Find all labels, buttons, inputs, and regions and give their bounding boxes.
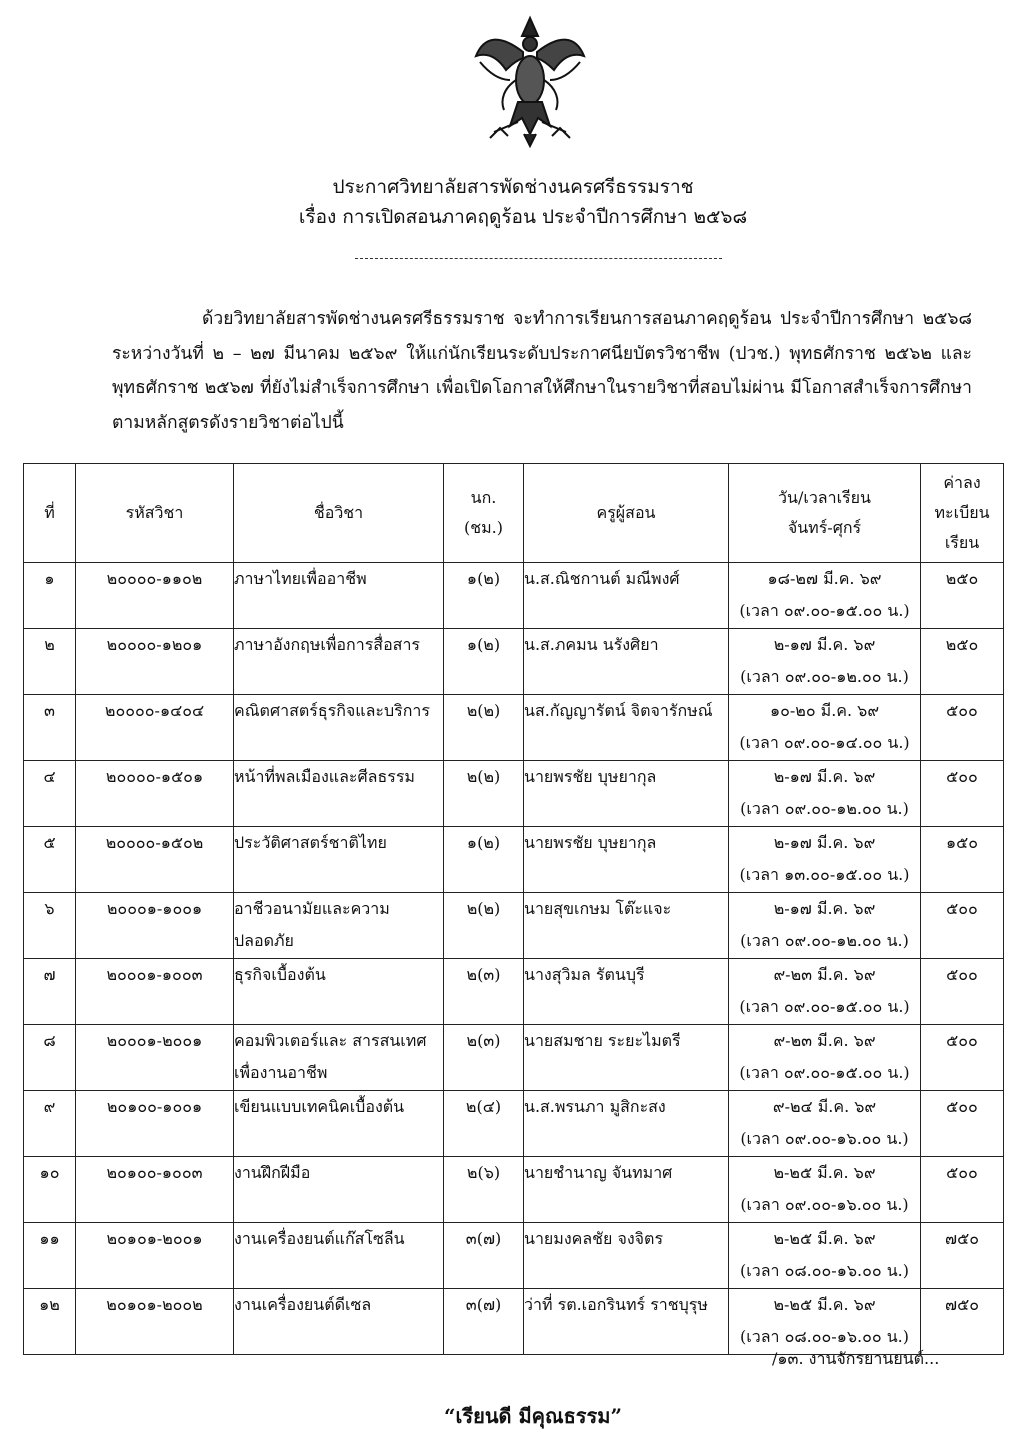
schedule-date: ๒-๑๗ มี.ค. ๖๙ xyxy=(773,635,876,654)
intro-text: ด้วยวิทยาลัยสารพัดช่างนครศรีธรรมราช จะทำการเรียนการสอนภาคฤดูร้อน ประจำปีการศึกษา ๒๕๖๘ ระหว่างวันที่ ๒ – ๒๗ มีนาคม ๒๕๖๙ ให้แก่นักเรียนระดับประกาศนียบัตรวิชาชีพ (ปวช.) พุทธศักราช ๒๕๖๒ และพุทธศักราช ๒๕๖๗ ที่ยังไม่สำเร็จการศึกษา เพื่อเปิดโอกาสให้ศึกษาในรายวิชาที่สอบไม่ผ่าน มีโอกาสสำเร็จการศึกษาตามหลักสูตรดังรายวิชาต่อไปนี้ xyxy=(112,309,972,433)
cell-name: งานเครื่องยนต์แก๊สโซลีน xyxy=(234,1223,444,1289)
cell-credit: ๑(๒) xyxy=(444,827,524,893)
table-row xyxy=(24,1157,1004,1223)
schedule-date: ๒-๒๕ มี.ค. ๖๙ xyxy=(773,1229,876,1248)
table-row xyxy=(24,629,1004,695)
cell-no: ๖ xyxy=(24,893,76,959)
cell-no: ๘ xyxy=(24,1025,76,1091)
schedule-time: (เวลา ๐๙.๐๐-๑๕.๐๐ น.) xyxy=(739,997,910,1016)
cell-teacher: ว่าที่ รต.เอกรินทร์ ราชบุรุษ xyxy=(524,1289,729,1355)
cell-code: ๒๐๐๐๐-๑๕๐๑ xyxy=(76,761,234,827)
cell-credit: ๒(๒) xyxy=(444,761,524,827)
table-row xyxy=(24,563,1004,629)
announcement-title: ประกาศวิทยาลัยสารพัดช่างนครศรีธรรมราช xyxy=(332,176,694,198)
cell-code: ๒๐๐๐๐-๑๔๐๔ xyxy=(76,695,234,761)
schedule-date: ๙-๒๓ มี.ค. ๖๙ xyxy=(773,965,876,984)
table-row xyxy=(24,1223,1004,1289)
cell-fee: ๒๕๐ xyxy=(921,629,1004,695)
cell-fee: ๕๐๐ xyxy=(921,695,1004,761)
cell-teacher: น.ส.ภคมน นรังศิยา xyxy=(524,629,729,695)
cell-credit: ๒(๒) xyxy=(444,893,524,959)
cell-fee: ๕๐๐ xyxy=(921,893,1004,959)
cell-teacher: น.ส.ณิชกานต์ มณีพงศ์ xyxy=(524,563,729,629)
cell-teacher: นายชำนาญ จันทมาศ xyxy=(524,1157,729,1223)
schedule-time: (เวลา ๐๙.๐๐-๑๒.๐๐ น.) xyxy=(740,799,909,818)
cell-schedule xyxy=(729,893,921,959)
cell-no: ๕ xyxy=(24,827,76,893)
header-fee: ค่าลง ทะเบียน เรียน xyxy=(921,464,1004,563)
header-schedule: วัน/เวลาเรียน จันทร์-ศุกร์ xyxy=(729,464,921,563)
cell-teacher: น.ส.พรนภา มูสิกะสง xyxy=(524,1091,729,1157)
cell-name: งานฝึกฝีมือ xyxy=(234,1157,444,1223)
schedule-date: ๒-๑๗ มี.ค. ๖๙ xyxy=(773,767,876,786)
cell-no: ๗ xyxy=(24,959,76,1025)
schedule-date: ๒-๑๗ มี.ค. ๖๙ xyxy=(773,899,876,918)
cell-credit: ๓(๗) xyxy=(444,1289,524,1355)
schedule-time: (เวลา ๐๙.๐๐-๑๔.๐๐ น.) xyxy=(739,733,910,752)
table-header-row xyxy=(24,464,1004,563)
cell-schedule xyxy=(729,629,921,695)
cell-code: ๒๐๐๐๐-๑๑๐๒ xyxy=(76,563,234,629)
cell-no: ๑๐ xyxy=(24,1157,76,1223)
schedule-date: ๒-๑๗ มี.ค. ๖๙ xyxy=(773,833,876,852)
table-row xyxy=(24,1289,1004,1355)
cell-code: ๒๐๑๐๐-๑๐๐๑ xyxy=(76,1091,234,1157)
cell-teacher: นายพรชัย บุษยากุล xyxy=(524,761,729,827)
cell-code: ๒๐๐๐๑-๑๐๐๓ xyxy=(76,959,234,1025)
cell-code: ๒๐๑๐๑-๒๐๐๒ xyxy=(76,1289,234,1355)
cell-name: ประวัติศาสตร์ชาติไทย xyxy=(234,827,444,893)
header-credit: นก. (ชม.) xyxy=(444,464,524,563)
cell-teacher: นายมงคลชัย จงจิตร xyxy=(524,1223,729,1289)
cell-name: เขียนแบบเทคนิคเบื้องต้น xyxy=(234,1091,444,1157)
cell-credit: ๒(๔) xyxy=(444,1091,524,1157)
cell-schedule xyxy=(729,563,921,629)
header-no: ที่ xyxy=(24,464,76,563)
cell-no: ๙ xyxy=(24,1091,76,1157)
schedule-time: (เวลา ๐๘.๐๐-๑๖.๐๐ น.) xyxy=(740,1261,909,1280)
table-row xyxy=(24,695,1004,761)
cell-code: ๒๐๑๐๑-๒๐๐๑ xyxy=(76,1223,234,1289)
college-motto: “เรียนดี มีคุณธรรม” xyxy=(444,1404,622,1428)
cell-fee: ๗๕๐ xyxy=(921,1223,1004,1289)
schedule-date: ๙-๒๔ มี.ค. ๖๙ xyxy=(772,1097,877,1116)
schedule-time: (เวลา ๑๓.๐๐-๑๕.๐๐ น.) xyxy=(739,865,910,884)
cell-name: หน้าที่พลเมืองและศีลธรรม xyxy=(234,761,444,827)
cell-fee: ๗๕๐ xyxy=(921,1289,1004,1355)
cell-no: ๑ xyxy=(24,563,76,629)
cell-name: ภาษาอังกฤษเพื่อการสื่อสาร xyxy=(234,629,444,695)
cell-credit: ๒(๓) xyxy=(444,1025,524,1091)
schedule-date: ๒-๒๕ มี.ค. ๖๙ xyxy=(773,1295,876,1314)
continuation-note: /๑๓. งานจักรยานยนต์... xyxy=(772,1349,940,1368)
schedule-time: (เวลา ๐๙.๐๐-๑๕.๐๐ น.) xyxy=(739,1063,910,1082)
title-divider xyxy=(355,258,722,259)
cell-no: ๒ xyxy=(24,629,76,695)
cell-schedule xyxy=(729,959,921,1025)
schedule-time: (เวลา ๐๙.๐๐-๑๖.๐๐ น.) xyxy=(740,1195,909,1214)
header-teacher: ครูผู้สอน xyxy=(524,464,729,563)
cell-teacher: นายพรชัย บุษยากุล xyxy=(524,827,729,893)
header-code: รหัสวิชา xyxy=(76,464,234,563)
cell-code: ๒๐๐๐๐-๑๒๐๑ xyxy=(76,629,234,695)
cell-schedule xyxy=(729,1091,921,1157)
schedule-time: (เวลา ๐๘.๐๐-๑๖.๐๐ น.) xyxy=(740,1327,909,1346)
header-name: ชื่อวิชา xyxy=(234,464,444,563)
course-table xyxy=(23,463,1004,1355)
cell-schedule xyxy=(729,695,921,761)
schedule-date: ๒-๒๕ มี.ค. ๖๙ xyxy=(773,1163,876,1182)
table-row xyxy=(24,827,1004,893)
garuda-emblem-icon xyxy=(470,14,590,149)
cell-credit: ๒(๓) xyxy=(444,959,524,1025)
cell-name: คณิตศาสตร์ธุรกิจและบริการ xyxy=(234,695,444,761)
cell-fee: ๒๕๐ xyxy=(921,563,1004,629)
cell-no: ๑๑ xyxy=(24,1223,76,1289)
cell-teacher: นายสมชาย ระยะไมตรี xyxy=(524,1025,729,1091)
table-row xyxy=(24,1091,1004,1157)
cell-fee: ๕๐๐ xyxy=(921,761,1004,827)
cell-fee: ๕๐๐ xyxy=(921,1025,1004,1091)
cell-teacher: นายสุขเกษม โต๊ะแจะ xyxy=(524,893,729,959)
cell-schedule xyxy=(729,1223,921,1289)
intro-paragraph xyxy=(112,302,972,440)
table-row xyxy=(24,893,1004,959)
schedule-time: (เวลา ๐๙.๐๐-๑๕.๐๐ น.) xyxy=(739,601,910,620)
cell-name: งานเครื่องยนต์ดีเซล xyxy=(234,1289,444,1355)
schedule-time: (เวลา ๐๙.๐๐-๑๒.๐๐ น.) xyxy=(740,667,909,686)
cell-code: ๒๐๐๐๑-๑๐๐๑ xyxy=(76,893,234,959)
cell-no: ๑๒ xyxy=(24,1289,76,1355)
cell-fee: ๕๐๐ xyxy=(921,1091,1004,1157)
cell-schedule xyxy=(729,761,921,827)
cell-credit: ๑(๒) xyxy=(444,563,524,629)
cell-teacher: นางสุวิมล รัตนบุรี xyxy=(524,959,729,1025)
cell-name: อาชีวอนามัยและความ ปลอดภัย xyxy=(234,893,444,959)
cell-code: ๒๐๐๐๐-๑๕๐๒ xyxy=(76,827,234,893)
cell-name: คอมพิวเตอร์และ สารสนเทศเพื่องานอาชีพ xyxy=(234,1025,444,1091)
cell-fee: ๕๐๐ xyxy=(921,959,1004,1025)
cell-credit: ๒(๖) xyxy=(444,1157,524,1223)
cell-no: ๔ xyxy=(24,761,76,827)
cell-name: ธุรกิจเบื้องต้น xyxy=(234,959,444,1025)
schedule-date: ๑๘-๒๗ มี.ค. ๖๙ xyxy=(767,569,882,588)
cell-fee: ๑๕๐ xyxy=(921,827,1004,893)
schedule-time: (เวลา ๐๙.๐๐-๑๖.๐๐ น.) xyxy=(740,1129,909,1148)
cell-credit: ๒(๒) xyxy=(444,695,524,761)
announcement-subject: เรื่อง การเปิดสอนภาคฤดูร้อน ประจำปีการศึกษา ๒๕๖๘ xyxy=(298,206,748,228)
schedule-time: (เวลา ๐๙.๐๐-๑๒.๐๐ น.) xyxy=(740,931,909,950)
table-row xyxy=(24,959,1004,1025)
cell-code: ๒๐๐๐๑-๒๐๐๑ xyxy=(76,1025,234,1091)
cell-schedule xyxy=(729,1025,921,1091)
cell-fee: ๕๐๐ xyxy=(921,1157,1004,1223)
table-row xyxy=(24,761,1004,827)
cell-schedule xyxy=(729,827,921,893)
cell-no: ๓ xyxy=(24,695,76,761)
cell-credit: ๓(๗) xyxy=(444,1223,524,1289)
cell-teacher: นส.กัญญารัตน์ จิตจารักษณ์ xyxy=(524,695,729,761)
cell-code: ๒๐๑๐๐-๑๐๐๓ xyxy=(76,1157,234,1223)
cell-schedule xyxy=(729,1157,921,1223)
cell-name: ภาษาไทยเพื่ออาชีพ xyxy=(234,563,444,629)
schedule-date: ๑๐-๒๐ มี.ค. ๖๙ xyxy=(769,701,880,720)
cell-credit: ๑(๒) xyxy=(444,629,524,695)
cell-schedule xyxy=(729,1289,921,1355)
schedule-date: ๙-๒๓ มี.ค. ๖๙ xyxy=(773,1031,876,1050)
table-row xyxy=(24,1025,1004,1091)
